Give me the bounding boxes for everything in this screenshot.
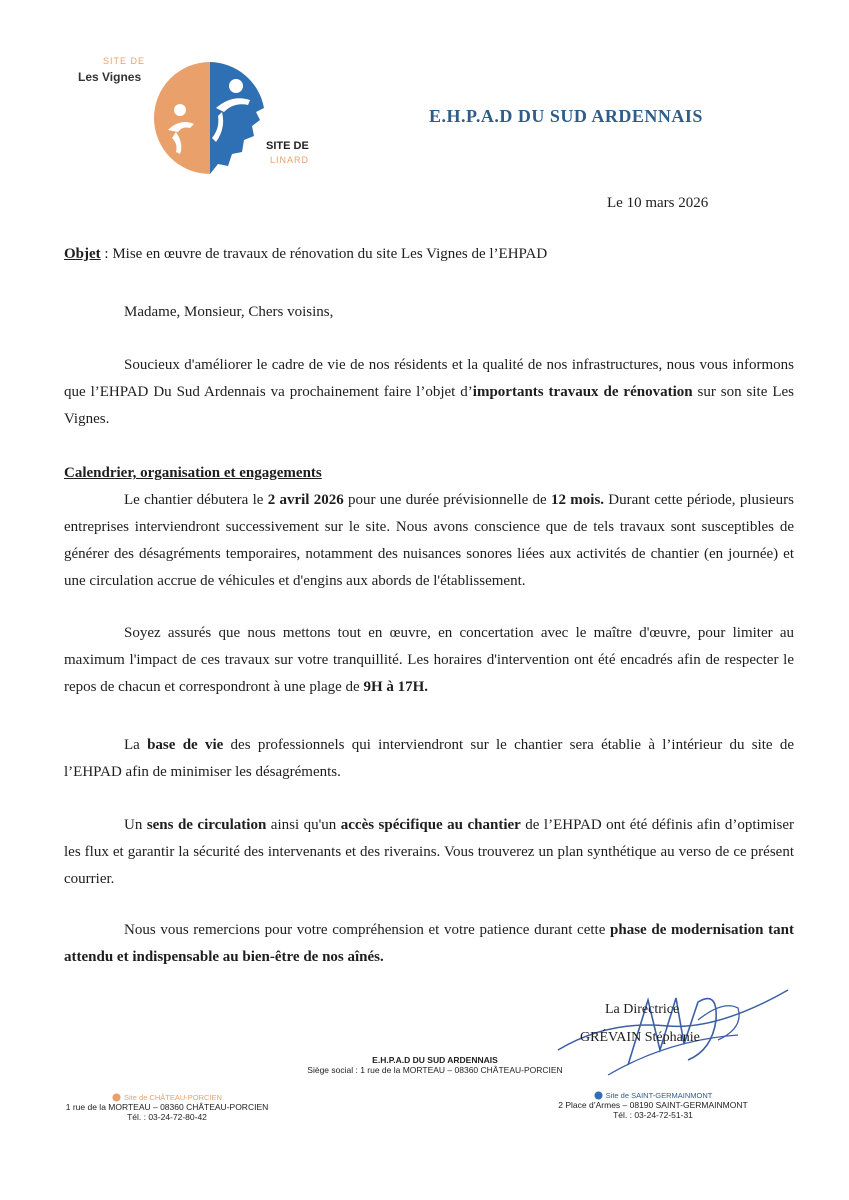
p2-text-a: Le chantier débutera le bbox=[124, 492, 268, 508]
salutation: Madame, Monsieur, Chers voisins, bbox=[124, 304, 334, 320]
paragraph-schedule bbox=[64, 487, 794, 595]
p1-text-c: sur son site Les Vignes. bbox=[64, 384, 794, 427]
footer-left-phone: Tél. : 03-24-72-80-42 bbox=[127, 1112, 207, 1123]
letter-subject bbox=[64, 246, 547, 263]
footer-left-address: 1 rue de la MORTEAU – 08360 CHÂTEAU-PORCIEN bbox=[65, 1102, 269, 1113]
organization-title: E.H.P.A.D DU SUD ARDENNAIS bbox=[429, 106, 703, 126]
site-logo-blue-icon bbox=[594, 1091, 603, 1100]
footer-right-address: 2 Place d’Armes – 08190 SAINT-GERMAINMONT bbox=[558, 1100, 748, 1111]
site-logo-orange-icon bbox=[112, 1093, 121, 1102]
p1-bold: importants travaux de rénovation bbox=[472, 384, 693, 400]
p3-hours: 9H à 17H. bbox=[363, 679, 429, 695]
p1-text-a: Soucieux d'améliorer le cadre de vie de nos résidents et la qualité de nos infrastructures, nous vous informons que l’EHPAD Du Sud Ardennais va prochainement faire l’objet d’ bbox=[64, 357, 794, 400]
subject-text: : Mise en œuvre de travaux de rénovation du site Les Vignes de l’EHPAD bbox=[100, 246, 548, 262]
paragraph-intro bbox=[64, 352, 794, 433]
logo-site-1-prefix: SITE DE bbox=[103, 56, 146, 66]
signature-role: La Directrice bbox=[605, 1002, 680, 1017]
footer-site-right bbox=[548, 1090, 758, 1120]
logo-site-2-name: LINARD bbox=[270, 155, 310, 165]
p5-text-a: Un bbox=[124, 817, 147, 833]
section-heading: Calendrier, organisation et engagements bbox=[64, 465, 322, 481]
footer-left-site: Site de CHÂTEAU-PORCIEN bbox=[124, 1093, 222, 1102]
p5-bold-2: accès spécifique au chantier bbox=[340, 817, 521, 833]
paragraph-circulation bbox=[64, 812, 794, 893]
footer-center-address: Siège social : 1 rue de la MORTEAU – 08360 CHÂTEAU-PORCIEN bbox=[307, 1065, 563, 1075]
p4-bold: base de vie bbox=[147, 737, 224, 753]
letter-date: Le 10 mars 2026 bbox=[607, 195, 709, 211]
p5-text-e: de l’EHPAD ont été définis afin d’optimiser les flux et garantir la sécurité des intervenants et des riverains. Vous trouverez un plan synthétique au verso de ce présent courrier. bbox=[64, 817, 794, 887]
footer-right-phone: Tél. : 03-24-72-51-31 bbox=[613, 1110, 693, 1121]
footer-site-left bbox=[52, 1092, 282, 1122]
ehpad-logo-icon bbox=[150, 58, 270, 178]
p5-bold-1: sens de circulation bbox=[146, 817, 267, 833]
logo-site-2-prefix: SITE DE bbox=[266, 140, 309, 152]
paragraph-hours bbox=[64, 620, 794, 701]
paragraph-base-de-vie bbox=[64, 732, 794, 786]
paragraph-thanks bbox=[64, 917, 794, 971]
subject-label: Objet bbox=[64, 246, 101, 262]
p2-duration: 12 mois. bbox=[551, 492, 605, 508]
p4-text-a: La bbox=[124, 737, 148, 753]
signature-name: GRÉVAIN Stéphanie bbox=[580, 1030, 700, 1045]
p4-text-c: des professionnels qui interviendront sur le chantier sera établie à l’intérieur du site de l’EHPAD afin de minimiser les désagréments. bbox=[64, 737, 794, 780]
p6-text-a: Nous vous remercions pour votre compréhension et votre patience durant cette bbox=[124, 922, 611, 938]
p5-text-c: ainsi qu'un bbox=[266, 817, 341, 833]
p2-start-date: 2 avril 2026 bbox=[267, 492, 344, 508]
footer-headquarters bbox=[300, 1055, 570, 1075]
footer-right-site: Site de SAINT-GERMAINMONT bbox=[605, 1091, 713, 1100]
p2-text-e: Durant cette période, plusieurs entreprises interviendront successivement sur le site. Nous avons conscience que de tels travaux sont susceptibles de générer des désagréments temporaires, notamment des nuisances sonores liées aux activités de chantier (en journée) et une circulation accrue de véhicules et d'engins aux abords de l'établissement. bbox=[64, 492, 794, 589]
logo-site-1-name: Les Vignes bbox=[78, 70, 142, 84]
p3-text-a: Soyez assurés que nous mettons tout en œuvre, en concertation avec le maître d'œuvre, pour limiter au maximum l'impact de ces travaux sur votre tranquillité. Les horaires d'intervention ont été encadrés afin de respecter le repos de chacun et correspondront à une plage de bbox=[64, 625, 794, 695]
p6-bold: phase de modernisation tant attendu et indispensable au bien-être de nos aînés. bbox=[64, 922, 794, 965]
p2-text-c: pour une durée prévisionnelle de bbox=[343, 492, 551, 508]
footer-center-title: E.H.P.A.D DU SUD ARDENNAIS bbox=[372, 1055, 498, 1065]
